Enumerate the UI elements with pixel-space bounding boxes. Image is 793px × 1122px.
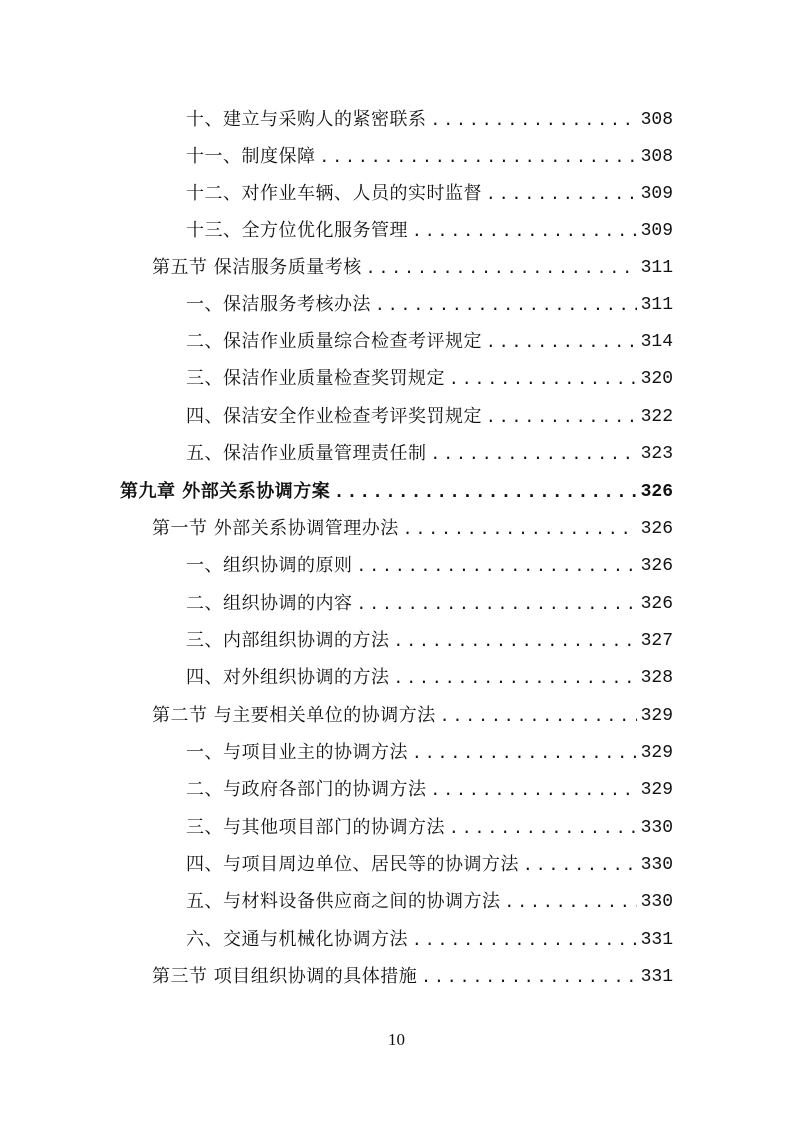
toc-entry-page: 311 xyxy=(640,295,673,315)
toc-entry-title: 第三节 项目组织协调的具体措施 xyxy=(152,966,418,987)
toc-entry-title: 四、保洁安全作业检查考评奖罚规定 xyxy=(186,406,482,427)
toc-entry xyxy=(186,105,673,135)
toc-leader-dots xyxy=(449,813,637,843)
toc-leader-dots xyxy=(394,663,637,693)
toc-entry-title: 第五节 保洁服务质量考核 xyxy=(152,257,362,278)
toc-leader-dots xyxy=(357,551,637,581)
toc-entry-title: 六、交通与机械化协调方法 xyxy=(186,929,408,950)
toc-entry xyxy=(186,663,673,693)
toc-leader-dots xyxy=(449,364,637,394)
toc-leader-dots xyxy=(440,701,637,731)
toc-entry-page: 326 xyxy=(640,594,673,614)
toc-entry xyxy=(186,290,673,320)
toc-entry-page: 330 xyxy=(640,818,673,838)
toc-entry-title: 第一节 外部关系协调管理办法 xyxy=(152,518,399,539)
toc-leader-dots xyxy=(366,253,637,283)
toc-entry-title: 第二节 与主要相关单位的协调方法 xyxy=(152,705,436,726)
toc-entry xyxy=(186,551,673,581)
toc-entry-page: 320 xyxy=(640,369,673,389)
toc-entry xyxy=(186,327,673,357)
toc-entry-page: 314 xyxy=(640,332,673,352)
toc-section-entry xyxy=(152,962,673,992)
toc-entry xyxy=(186,439,673,469)
toc-leader-dots xyxy=(486,327,637,357)
toc-entry-page: 329 xyxy=(640,743,673,763)
toc-entry-page: 322 xyxy=(640,407,673,427)
toc-entry-page: 326 xyxy=(640,519,673,539)
toc-entry-title: 十、建立与采购人的紧密联系 xyxy=(186,109,427,130)
toc-entry-title: 二、组织协调的内容 xyxy=(186,593,353,614)
toc-entry xyxy=(186,850,673,880)
toc-section-entry xyxy=(152,514,673,544)
toc-entry-page: 329 xyxy=(640,706,673,726)
toc-entry xyxy=(186,738,673,768)
toc-leader-dots xyxy=(421,962,636,992)
toc-entry-title: 二、与政府各部门的协调方法 xyxy=(186,779,427,800)
toc-section-entry xyxy=(152,253,673,283)
toc-leader-dots xyxy=(375,290,637,320)
toc-entry-title: 二、保洁作业质量综合检查考评规定 xyxy=(186,331,482,352)
toc-leader-dots xyxy=(357,589,637,619)
toc-leader-dots xyxy=(486,402,637,432)
toc-entry xyxy=(186,179,673,209)
toc-leader-dots xyxy=(412,925,637,955)
toc-entry-page: 331 xyxy=(640,930,673,950)
toc-entry xyxy=(186,142,673,172)
toc-leader-dots xyxy=(334,477,636,507)
toc-entry-title: 一、组织协调的原则 xyxy=(186,555,353,576)
toc-entry-page: 330 xyxy=(640,855,673,875)
toc-chapter-entry xyxy=(120,477,673,507)
toc-entry xyxy=(186,364,673,394)
toc-entry-page: 326 xyxy=(640,556,673,576)
toc-entry-page: 330 xyxy=(640,892,673,912)
toc-entry xyxy=(186,813,673,843)
toc-entry xyxy=(186,589,673,619)
toc-entry xyxy=(186,626,673,656)
toc-leader-dots xyxy=(403,514,637,544)
toc-leader-dots xyxy=(523,850,637,880)
toc-entry-page: 311 xyxy=(640,258,673,278)
toc-entry xyxy=(186,887,673,917)
toc-leader-dots xyxy=(486,179,637,209)
toc-entry xyxy=(186,775,673,805)
toc-entry-page: 309 xyxy=(640,221,673,241)
toc-leader-dots xyxy=(431,775,637,805)
toc-entry-title: 一、保洁服务考核办法 xyxy=(186,294,371,315)
toc-entry-title: 四、与项目周边单位、居民等的协调方法 xyxy=(186,854,519,875)
toc-entry xyxy=(186,925,673,955)
toc-leader-dots xyxy=(412,738,637,768)
toc-entry-title: 五、与材料设备供应商之间的协调方法 xyxy=(186,891,501,912)
toc-entry-title: 三、与其他项目部门的协调方法 xyxy=(186,817,445,838)
toc-entry-title: 第九章 外部关系协调方案 xyxy=(120,481,331,502)
toc-entry-title: 三、保洁作业质量检查奖罚规定 xyxy=(186,368,445,389)
toc-entry-page: 327 xyxy=(640,631,673,651)
toc-entry-title: 三、内部组织协调的方法 xyxy=(186,630,390,651)
toc-leader-dots xyxy=(412,216,637,246)
toc-leader-dots xyxy=(320,142,637,172)
toc-entry-title: 四、对外组织协调的方法 xyxy=(186,667,390,688)
toc-entry-page: 308 xyxy=(640,110,673,130)
toc-leader-dots xyxy=(394,626,637,656)
toc-entry-page: 329 xyxy=(640,780,673,800)
toc-entry-page: 323 xyxy=(640,444,673,464)
toc-entry xyxy=(186,216,673,246)
toc-entry-title: 十二、对作业车辆、人员的实时监督 xyxy=(186,183,482,204)
toc-leader-dots xyxy=(431,105,637,135)
toc-entry-page: 326 xyxy=(640,482,673,502)
toc-entry-page: 331 xyxy=(640,967,673,987)
toc-entry-page: 309 xyxy=(640,184,673,204)
toc-leader-dots xyxy=(505,887,637,917)
toc-entry-page: 308 xyxy=(640,147,673,167)
toc-section-entry xyxy=(152,701,673,731)
toc-entry-page: 328 xyxy=(640,668,673,688)
toc-entry-title: 十一、制度保障 xyxy=(186,146,316,167)
page-number: 10 xyxy=(388,1030,405,1049)
toc-entry xyxy=(186,402,673,432)
toc-entry-title: 一、与项目业主的协调方法 xyxy=(186,742,408,763)
toc-entry-title: 五、保洁作业质量管理责任制 xyxy=(186,443,427,464)
toc-leader-dots xyxy=(431,439,637,469)
toc-entry-title: 十三、全方位优化服务管理 xyxy=(186,220,408,241)
